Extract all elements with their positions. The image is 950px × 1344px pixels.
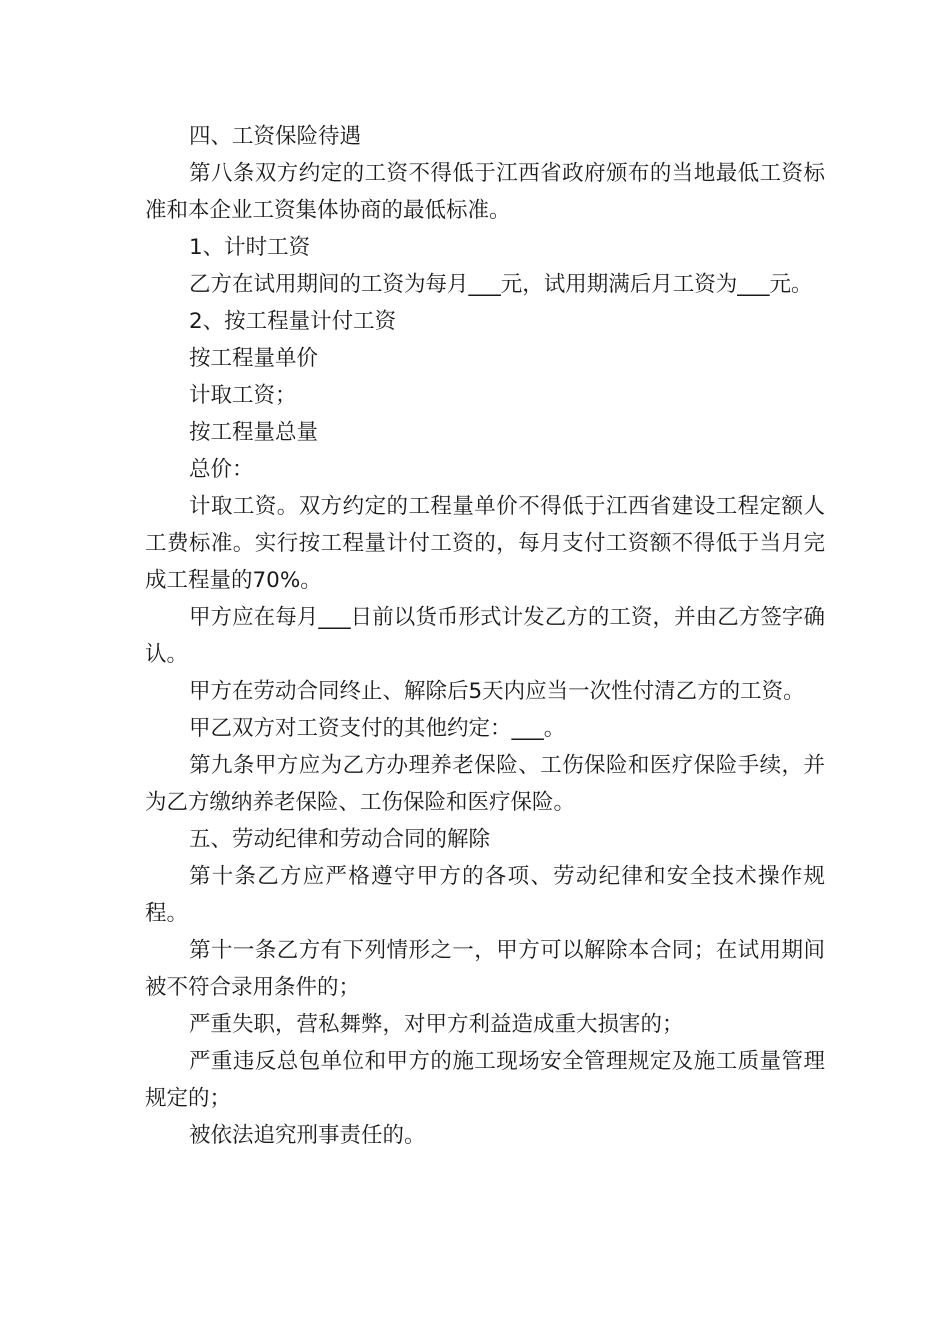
document-body (145, 118, 825, 1154)
section-heading-discipline: 五、劳动纪律和劳动合同的解除 (189, 827, 491, 852)
unit-price-line: 按工程量单价 (189, 346, 319, 371)
article-9-paragraph: 第九条甲方应为乙方办理养老保险、工伤保险和医疗保险手续，并为乙方缴纳养老保险、工伤保险和医疗保险。 (145, 753, 825, 815)
total-quantity-line: 按工程量总量 (189, 420, 319, 445)
safety-violation-item: 严重违反总包单位和甲方的施工现场安全管理规定及施工质量管理规定的； (145, 1049, 825, 1111)
total-price-line: 总价： (189, 457, 254, 482)
criminal-liability-item: 被依法追究刑事责任的。 (189, 1123, 426, 1148)
other-agreement-paragraph: 甲乙双方对工资支付的其他约定：___。 (189, 716, 566, 741)
article-8-paragraph: 第八条双方约定的工资不得低于江西省政府颁布的当地最低工资标准和本企业工资集体协商的最低标准。 (145, 161, 825, 223)
misconduct-item: 严重失职，营私舞弊，对甲方利益造成重大损害的； (189, 1012, 684, 1037)
piecework-standard-paragraph: 计取工资。双方约定的工程量单价不得低于江西省建设工程定额人工费标准。实行按工程量计付工资的，每月支付工资额不得低于当月完成工程量的70%。 (145, 494, 825, 593)
article-11-paragraph: 第十一条乙方有下列情形之一，甲方可以解除本合同；在试用期间被不符合录用条件的； (145, 938, 825, 1000)
hourly-wage-heading: 1、计时工资 (189, 235, 311, 260)
section-heading-wages: 四、工资保险待遇 (189, 124, 362, 149)
article-10-paragraph: 第十条乙方应严格遵守甲方的各项、劳动纪律和安全技术操作规程。 (145, 864, 825, 926)
probation-wage-paragraph: 乙方在试用期间的工资为每月___元，试用期满后月工资为___元。 (189, 272, 813, 297)
calc-wage-line: 计取工资； (189, 383, 297, 408)
final-payment-paragraph: 甲方在劳动合同终止、解除后5天内应当一次性付清乙方的工资。 (189, 679, 805, 704)
payment-date-paragraph: 甲方应在每月___日前以货币形式计发乙方的工资，并由乙方签字确认。 (145, 605, 825, 667)
piecework-wage-heading: 2、按工程量计付工资 (189, 309, 397, 334)
